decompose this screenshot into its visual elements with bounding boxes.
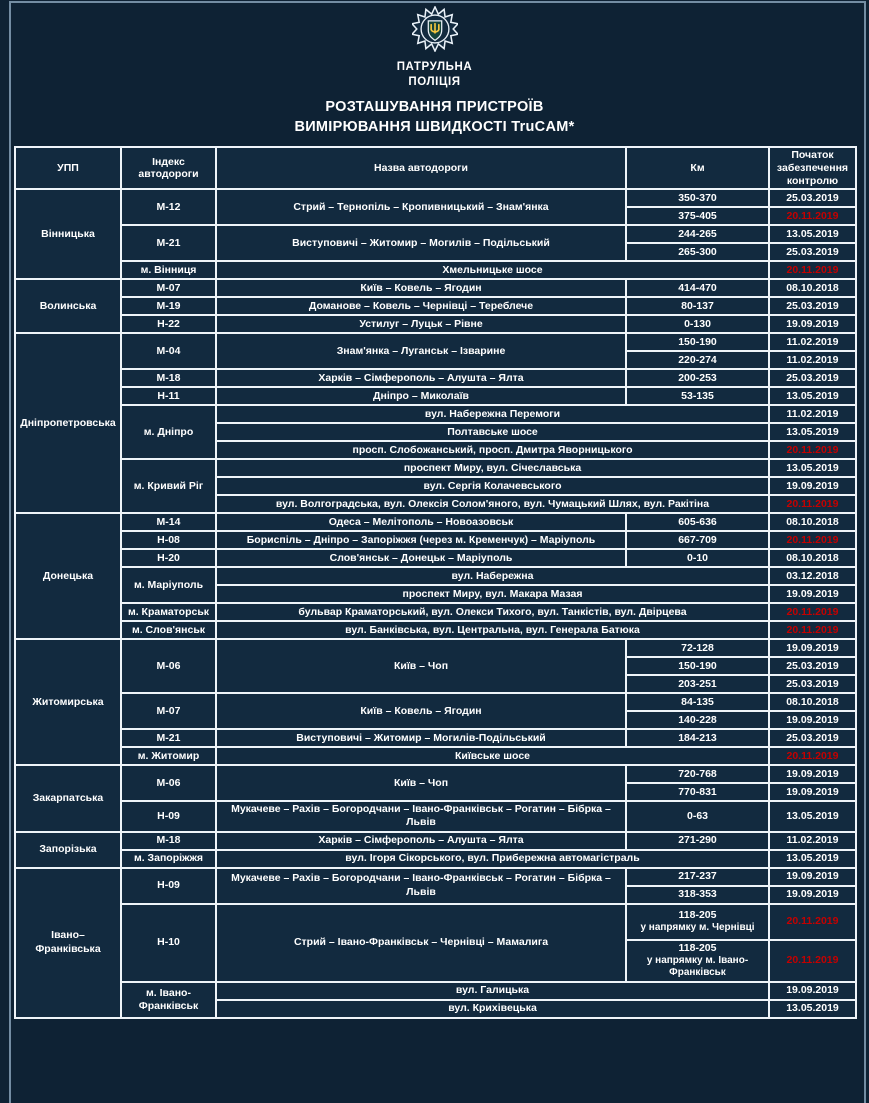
date-cell: 19.09.2019 [769,886,856,904]
street-name-cell: просп. Слобожанський, просп. Дмитра Яворницького [216,441,769,459]
road-name-cell: Київ – Ковель – Ягодин [216,693,626,729]
road-index-cell: М-18 [121,832,216,850]
date-cell: 11.02.2019 [769,832,856,850]
street-name-cell: Полтавське шосе [216,423,769,441]
date-cell: 25.03.2019 [769,657,856,675]
date-cell: 20.11.2019 [769,495,856,513]
date-cell: 03.12.2018 [769,567,856,585]
km-cell: 720-768 [626,765,769,783]
region-cell: Закарпатська [15,765,121,831]
road-index-cell: М-19 [121,297,216,315]
date-cell: 20.11.2019 [769,747,856,765]
km-cell: 118-205 у напрямку м. Івано-Франківськ [626,940,769,982]
region-cell: Запорізька [15,832,121,868]
table-row [15,279,856,297]
date-cell: 20.11.2019 [769,621,856,639]
table-row [15,261,856,279]
date-cell: 19.09.2019 [769,765,856,783]
date-cell: 25.03.2019 [769,189,856,207]
table-row [15,405,856,423]
region-cell: Житомирська [15,639,121,765]
date-cell: 13.05.2019 [769,459,856,477]
road-index-cell: м. Кривий Ріг [121,459,216,513]
road-index-cell: М-21 [121,729,216,747]
road-name-cell: Виступовичі – Житомир – Могилів – Подільський [216,225,626,261]
date-cell: 20.11.2019 [769,441,856,459]
road-index-cell: М-14 [121,513,216,531]
road-index-cell: Н-20 [121,549,216,567]
table-row [15,801,856,831]
road-index-cell: м. Запоріжжя [121,850,216,868]
street-name-cell: Хмельницьке шосе [216,261,769,279]
date-cell: 19.09.2019 [769,982,856,1000]
road-name-cell: Харків – Сімферополь – Алушта – Ялта [216,832,626,850]
date-cell: 19.09.2019 [769,868,856,886]
km-cell: 84-135 [626,693,769,711]
road-index-cell: Н-09 [121,801,216,831]
date-cell: 20.11.2019 [769,207,856,225]
date-cell: 11.02.2019 [769,405,856,423]
date-cell: 11.02.2019 [769,333,856,351]
road-index-cell: М-07 [121,693,216,729]
km-direction-note: у напрямку м. Чернівці [640,921,755,933]
table-row [15,225,856,243]
road-index-cell: м. Вінниця [121,261,216,279]
road-name-cell: Одеса – Мелітополь – Новоазовськ [216,513,626,531]
road-name-cell: Київ – Чоп [216,639,626,693]
road-name-cell: Виступовичі – Житомир – Могилів-Подільський [216,729,626,747]
date-cell: 25.03.2019 [769,369,856,387]
km-direction-note: у напрямку м. Івано-Франківськ [646,954,749,979]
km-cell: 140-228 [626,711,769,729]
region-cell: Волинська [15,279,121,333]
table-row [15,765,856,783]
date-cell: 11.02.2019 [769,351,856,369]
street-name-cell: вул. Банківська, вул. Центральна, вул. Генерала Батюка [216,621,769,639]
region-cell: Донецька [15,513,121,639]
road-index-cell: М-18 [121,369,216,387]
column-header-km: Км [626,147,769,189]
date-cell: 19.09.2019 [769,585,856,603]
km-cell: 605-636 [626,513,769,531]
date-cell: 25.03.2019 [769,729,856,747]
road-index-cell: м. Маріуполь [121,567,216,603]
road-name-cell: Доманове – Ковель – Чернівці – Тереблече [216,297,626,315]
date-cell: 19.09.2019 [769,783,856,801]
km-cell: 0-10 [626,549,769,567]
date-cell: 13.05.2019 [769,225,856,243]
table-row [15,549,856,567]
table-row [15,315,856,333]
column-header-upp: УПП [15,147,121,189]
page-title-line1: РОЗТАШУВАННЯ ПРИСТРОЇВ [325,98,544,115]
date-cell: 20.11.2019 [769,261,856,279]
km-cell: 150-190 [626,657,769,675]
header [0,0,869,137]
road-name-cell: Устилуг – Луцьк – Рівне [216,315,626,333]
date-cell: 13.05.2019 [769,850,856,868]
table-row [15,747,856,765]
date-cell: 19.09.2019 [769,315,856,333]
road-index-cell: м. Івано-Франківськ [121,982,216,1018]
road-index-cell: М-06 [121,639,216,693]
table-row [15,832,856,850]
km-cell: 217-237 [626,868,769,886]
road-name-cell: Бориспіль – Дніпро – Запоріжжя (через м. Кременчук) – Маріуполь [216,531,626,549]
road-index-cell: Н-08 [121,531,216,549]
road-name-cell: Київ – Ковель – Ягодин [216,279,626,297]
table-row [15,982,856,1000]
column-header-control-start: Початок забезпечення контролю [769,147,856,189]
column-header-road-index: Індекс автодороги [121,147,216,189]
street-name-cell: вул. Волгоградська, вул. Олексія Солом'яного, вул. Чумацький Шлях, вул. Ракітіна [216,495,769,513]
page-title [0,97,869,138]
street-name-cell: вул. Ігоря Сікорського, вул. Прибережна автомагістраль [216,850,769,868]
km-cell: 0-63 [626,801,769,831]
table-row [15,369,856,387]
date-cell: 20.11.2019 [769,603,856,621]
region-cell: Вінницька [15,189,121,279]
table-row [15,333,856,351]
km-cell: 265-300 [626,243,769,261]
road-name-cell: Київ – Чоп [216,765,626,801]
street-name-cell: вул. Набережна Перемоги [216,405,769,423]
road-index-cell: М-06 [121,765,216,801]
date-cell: 19.09.2019 [769,477,856,495]
table-row [15,513,856,531]
km-cell: 203-251 [626,675,769,693]
date-cell: 25.03.2019 [769,675,856,693]
road-name-cell: Мукачеве – Рахів – Богородчани – Івано-Франківськ – Рогатин – Бібрка – Львів [216,868,626,904]
table-row [15,567,856,585]
street-name-cell: вул. Сергія Колачевського [216,477,769,495]
road-index-cell: м. Слов'янськ [121,621,216,639]
km-cell: 0-130 [626,315,769,333]
table-row [15,621,856,639]
table-row [15,297,856,315]
km-cell: 184-213 [626,729,769,747]
km-cell: 318-353 [626,886,769,904]
table-row [15,189,856,207]
road-name-cell: Дніпро – Миколаїв [216,387,626,405]
table-row [15,904,856,940]
road-index-cell: Н-11 [121,387,216,405]
date-cell: 25.03.2019 [769,297,856,315]
road-name-cell: Харків – Сімферополь – Алушта – Ялта [216,369,626,387]
km-cell: 244-265 [626,225,769,243]
date-cell: 13.05.2019 [769,1000,856,1018]
region-cell: Дніпропетровська [15,333,121,513]
street-name-cell: вул. Набережна [216,567,769,585]
street-name-cell: Київське шосе [216,747,769,765]
table-row [15,387,856,405]
date-cell: 13.05.2019 [769,387,856,405]
page-title-line2: ВИМІРЮВАННЯ ШВИДКОСТІ TruCAM* [294,119,575,136]
road-name-cell: Стрий – Тернопіль – Кропивницький – Знам'янка [216,189,626,225]
road-index-cell: М-04 [121,333,216,369]
speed-camera-table [14,146,857,1018]
date-cell: 08.10.2018 [769,513,856,531]
street-name-cell: вул. Крихівецька [216,1000,769,1018]
road-name-cell: Слов'янськ – Донецьк – Маріуполь [216,549,626,567]
org-name-line1: ПАТРУЛЬНА [396,61,473,73]
date-cell: 20.11.2019 [769,531,856,549]
km-cell: 414-470 [626,279,769,297]
road-index-cell: м. Житомир [121,747,216,765]
table-row [15,459,856,477]
street-name-cell: вул. Галицька [216,982,769,1000]
km-cell: 53-135 [626,387,769,405]
table-row [15,850,856,868]
road-name-cell: Стрий – Івано-Франківськ – Чернівці – Мамалига [216,904,626,982]
road-index-cell: М-21 [121,225,216,261]
table-header-row [15,147,856,189]
km-cell: 118-205 у напрямку м. Чернівці [626,904,769,940]
org-name-line2: ПОЛІЦІЯ [408,75,461,88]
table-body [15,189,856,1017]
table-row [15,603,856,621]
road-index-cell: Н-22 [121,315,216,333]
km-cell: 667-709 [626,531,769,549]
street-name-cell: проспект Миру, вул. Січеславська [216,459,769,477]
date-cell: 08.10.2018 [769,693,856,711]
date-cell: 20.11.2019 [769,904,856,940]
date-cell: 13.05.2019 [769,423,856,441]
road-index-cell: Н-09 [121,868,216,904]
table-row [15,729,856,747]
table-row [15,639,856,657]
road-index-cell: М-12 [121,189,216,225]
km-cell: 350-370 [626,189,769,207]
km-cell: 770-831 [626,783,769,801]
table-row [15,868,856,886]
table-row [15,693,856,711]
road-name-cell: Знам'янка – Луганськ – Ізварине [216,333,626,369]
road-index-cell: М-07 [121,279,216,297]
date-cell: 19.09.2019 [769,711,856,729]
street-name-cell: бульвар Краматорський, вул. Олекси Тихого, вул. Танкістів, вул. Двірцева [216,603,769,621]
date-cell: 25.03.2019 [769,243,856,261]
road-name-cell: Мукачеве – Рахів – Богородчани – Івано-Франківськ – Рогатин – Бібрка – Львів [216,801,626,831]
km-cell: 150-190 [626,333,769,351]
road-index-cell: м. Дніпро [121,405,216,459]
date-cell: 13.05.2019 [769,801,856,831]
date-cell: 20.11.2019 [769,940,856,982]
date-cell: 19.09.2019 [769,639,856,657]
street-name-cell: проспект Миру, вул. Макара Мазая [216,585,769,603]
region-cell: Івано–Франківська [15,868,121,1018]
km-cell: 80-137 [626,297,769,315]
road-index-cell: м. Краматорськ [121,603,216,621]
table-row [15,531,856,549]
km-cell: 72-128 [626,639,769,657]
column-header-road-name: Назва автодороги [216,147,626,189]
road-index-cell: Н-10 [121,904,216,982]
date-cell: 08.10.2018 [769,549,856,567]
km-cell: 220-274 [626,351,769,369]
police-badge-icon [412,6,458,57]
km-cell: 200-253 [626,369,769,387]
date-cell: 08.10.2018 [769,279,856,297]
km-cell: 271-290 [626,832,769,850]
km-cell: 375-405 [626,207,769,225]
